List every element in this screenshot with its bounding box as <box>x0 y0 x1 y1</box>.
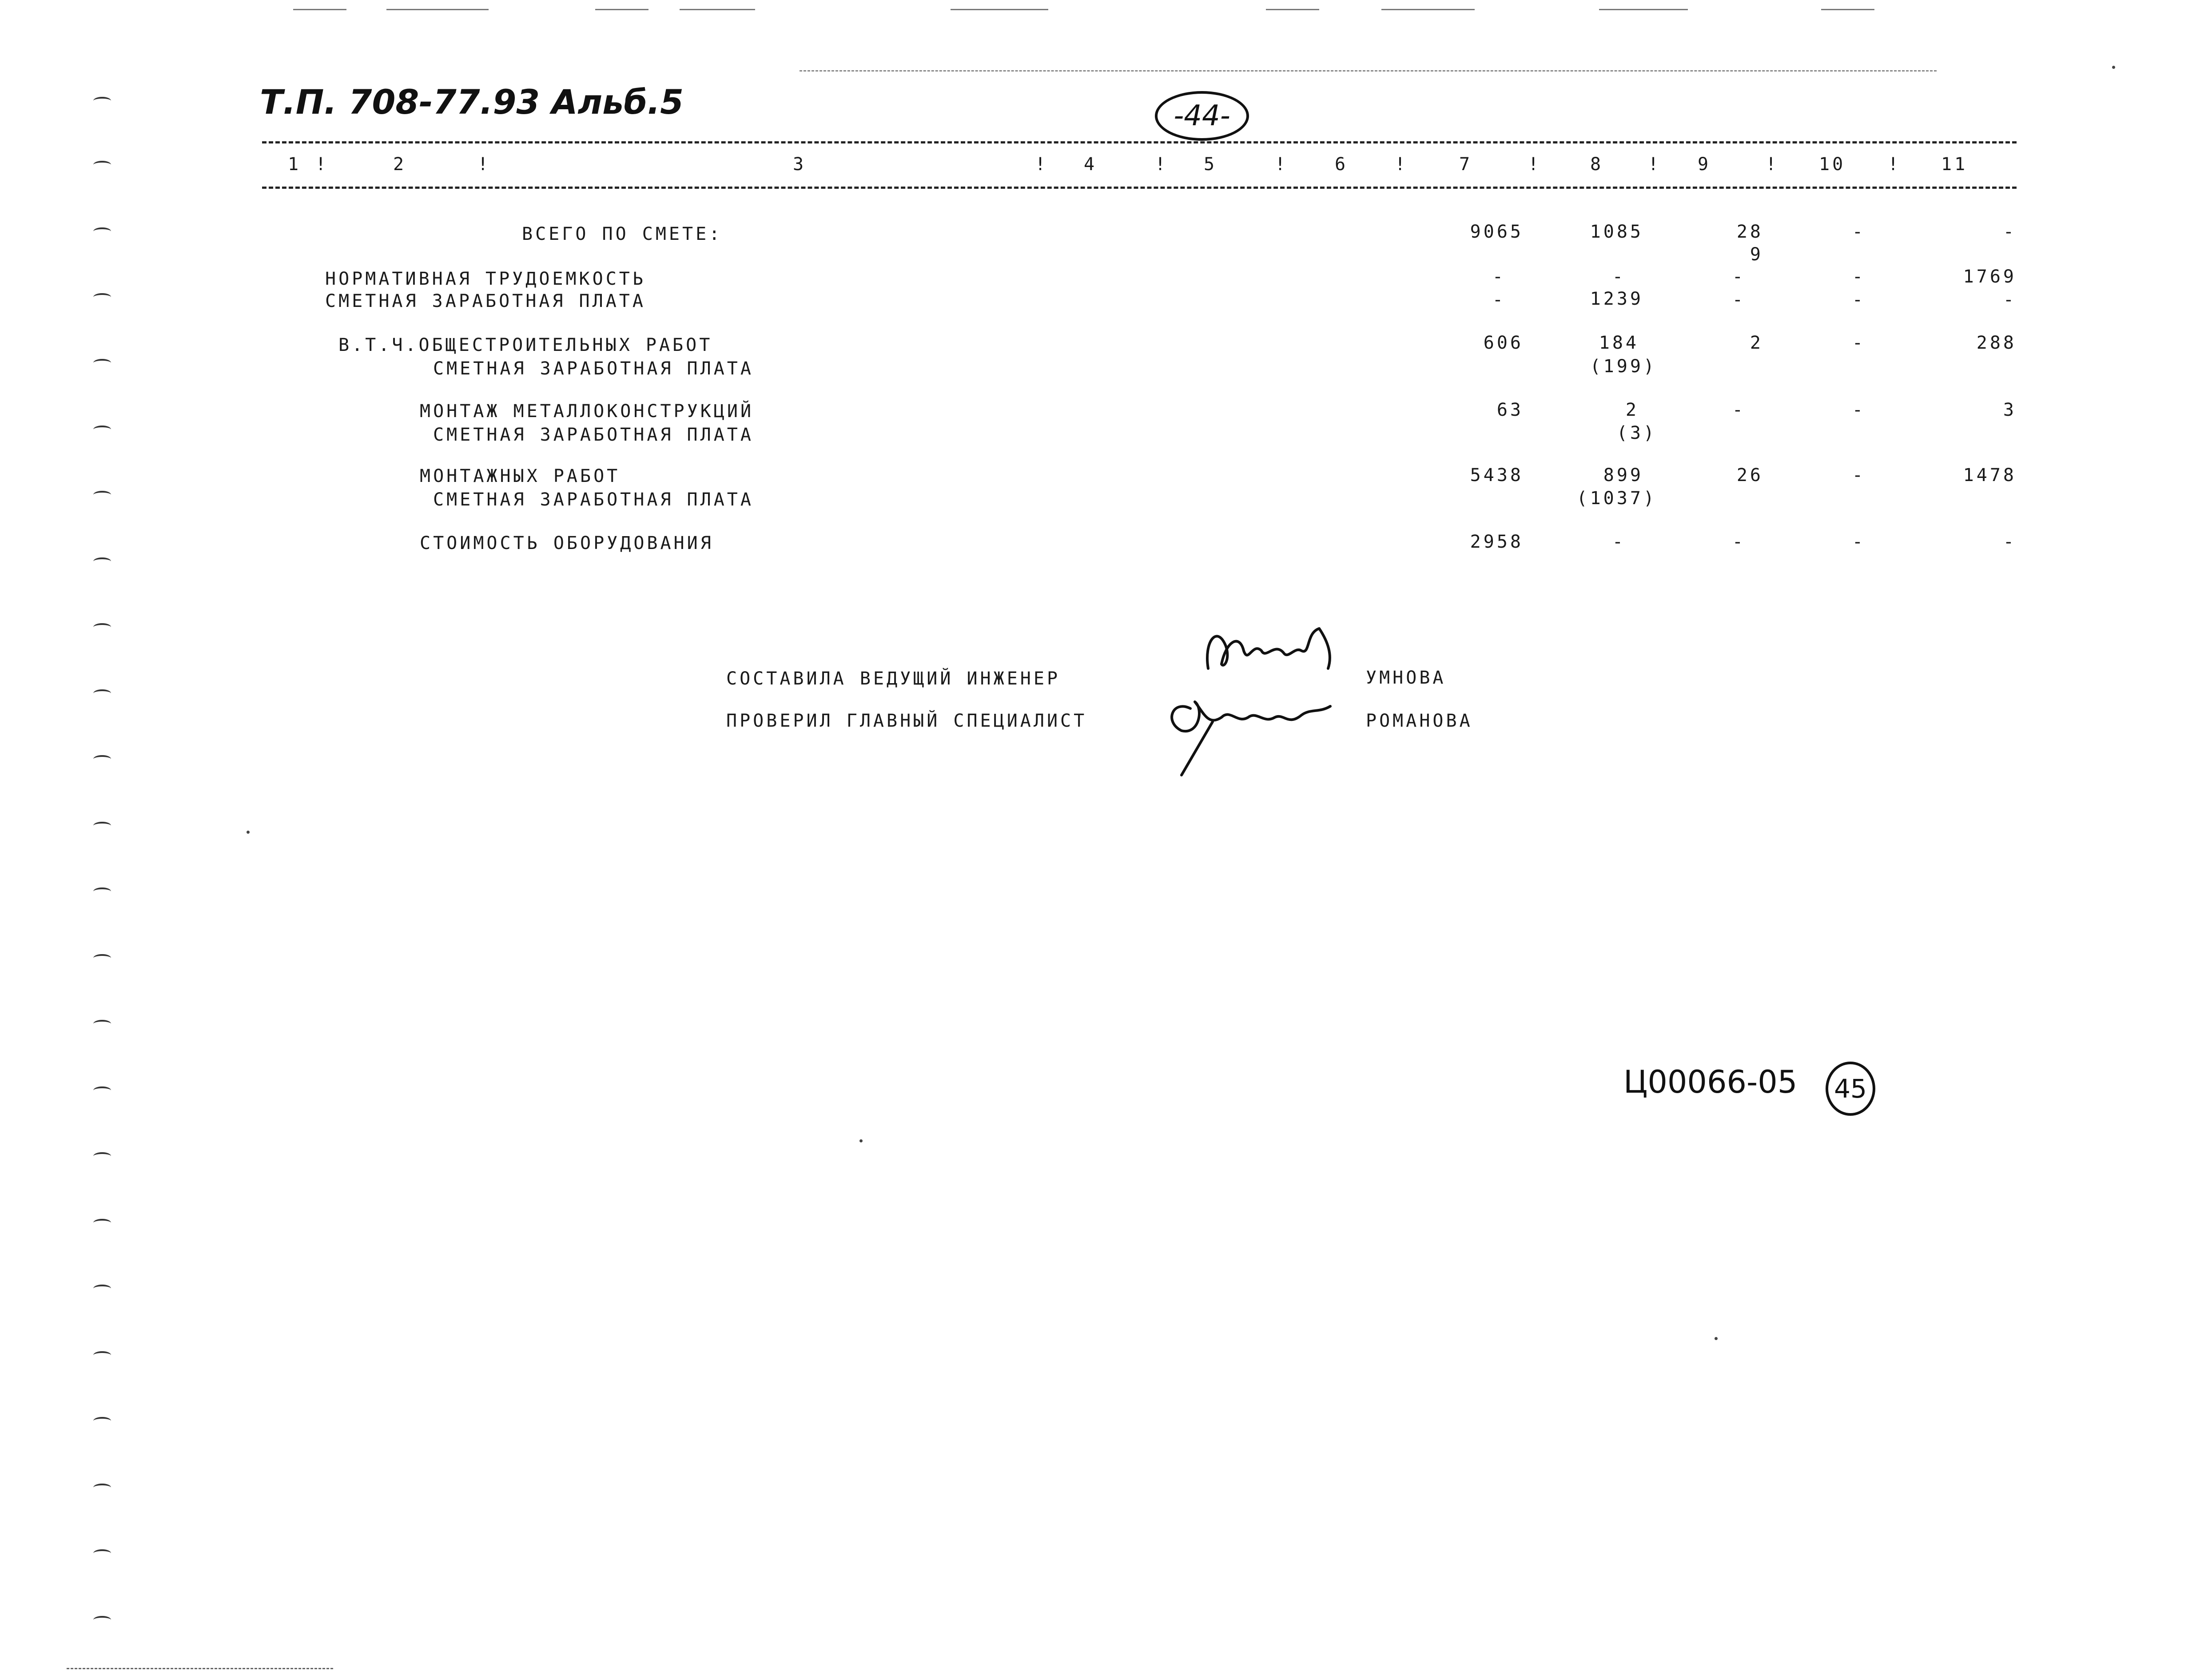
cell-col7: 5438 <box>1470 465 1524 485</box>
cell-col7: - <box>1492 290 1506 310</box>
column-header: 8 <box>1590 154 1604 175</box>
header-rule-top <box>262 141 2017 143</box>
scan-edge-line <box>1266 9 1319 10</box>
column-separator: ! <box>1035 154 1049 175</box>
row-label: СТОИМОСТЬ ОБОРУДОВАНИЯ <box>420 533 714 553</box>
cell-col8: - <box>1612 532 1626 552</box>
cell-col10: - <box>1852 290 1866 310</box>
column-header: 1 <box>288 154 302 175</box>
cell-col10: - <box>1852 465 1866 485</box>
scan-edge-line <box>680 9 755 10</box>
document-reference: Т.П. 708-77.93 Альб.5 <box>260 82 684 122</box>
row-label: ВСЕГО ПО СМЕТЕ: <box>522 224 723 244</box>
cell-col11: - <box>2003 222 2017 242</box>
scan-edge-line <box>386 9 489 10</box>
cell-col8: 2 <box>1625 400 1639 420</box>
column-separator: ! <box>1766 154 1779 175</box>
page-number: -44- <box>1155 91 1249 141</box>
column-separator: ! <box>1155 154 1169 175</box>
scan-speck <box>2112 66 2115 69</box>
cell-col8-sub: (199) <box>1590 356 1657 377</box>
column-separator: ! <box>1395 154 1408 175</box>
cell-col8-sub: (3) <box>1616 423 1657 443</box>
scan-speck <box>247 831 250 834</box>
header-rule-bottom <box>262 187 2017 189</box>
row-label: В.Т.Ч.ОБЩЕСТРОИТЕЛЬНЫХ РАБОТ <box>338 335 713 355</box>
cell-col8: 1085 <box>1590 222 1643 242</box>
cell-col9: - <box>1732 290 1746 310</box>
cell-col9: - <box>1732 400 1746 420</box>
column-header: 10 <box>1819 154 1846 175</box>
column-separator: ! <box>315 154 329 175</box>
cell-col11: - <box>2003 532 2017 552</box>
cell-col11: 1769 <box>1963 267 2017 287</box>
archive-code: Ц00066-05 <box>1623 1064 1798 1100</box>
column-header: 2 <box>393 154 407 175</box>
checked-by-label: ПРОВЕРИЛ ГЛАВНЫЙ СПЕЦИАЛИСТ <box>726 711 1087 731</box>
row-sublabel: СМЕТНАЯ ЗАРАБОТНАЯ ПЛАТА <box>433 358 754 379</box>
scan-edge-line <box>951 9 1048 10</box>
cell-col8: 184 <box>1599 333 1639 353</box>
scan-edge-line <box>67 1668 333 1669</box>
compiled-by-name: УМНОВА <box>1366 668 1446 688</box>
cell-col7: 63 <box>1496 400 1524 420</box>
column-separator: ! <box>1648 154 1662 175</box>
cell-col11: 1478 <box>1963 465 2017 485</box>
cell-col7: - <box>1492 267 1506 287</box>
cell-col10: - <box>1852 400 1866 420</box>
column-separator: ! <box>1275 154 1289 175</box>
column-header: 11 <box>1941 154 1968 175</box>
row-sublabel: СМЕТНАЯ ЗАРАБОТНАЯ ПЛАТА <box>433 489 754 510</box>
cell-col8: 899 <box>1603 465 1643 485</box>
column-separator: ! <box>1528 154 1542 175</box>
column-header: 9 <box>1698 154 1711 175</box>
scan-speck <box>1715 1337 1718 1340</box>
column-separator: ! <box>1888 154 1902 175</box>
scan-edge-line <box>595 9 648 10</box>
cell-col9: 26 <box>1736 465 1763 485</box>
cell-col10: - <box>1852 222 1866 242</box>
cell-col11: 288 <box>1976 333 2017 353</box>
row-label: МОНТАЖ МЕТАЛЛОКОНСТРУКЦИЙ <box>420 401 754 422</box>
cell-col7: 9065 <box>1470 222 1524 242</box>
cell-col11: - <box>2003 290 2017 310</box>
checked-by-name: РОМАНОВА <box>1366 711 1473 731</box>
column-header: 5 <box>1204 154 1217 175</box>
column-separator: ! <box>477 154 491 175</box>
cell-col11: 3 <box>2003 400 2017 420</box>
compiled-by-label: СОСТАВИЛА ВЕДУЩИЙ ИНЖЕНЕР <box>726 668 1061 689</box>
scan-edge-line <box>800 70 1937 72</box>
sheet-number: 45 <box>1826 1062 1875 1116</box>
scan-edge-line <box>1599 9 1688 10</box>
cell-col7: 2958 <box>1470 532 1524 552</box>
column-header: 7 <box>1459 154 1473 175</box>
scan-edge-line <box>1381 9 1475 10</box>
signature-umnova <box>1199 615 1346 682</box>
column-header: 4 <box>1084 154 1098 175</box>
cell-col9: 2 <box>1750 333 1763 353</box>
cell-col8: - <box>1612 267 1626 287</box>
cell-col9-sub: 9 <box>1750 244 1763 265</box>
row-label: МОНТАЖНЫХ РАБОТ <box>420 466 621 486</box>
cell-col10: - <box>1852 267 1866 287</box>
row-label: СМЕТНАЯ ЗАРАБОТНАЯ ПЛАТА <box>325 291 646 311</box>
column-header: 6 <box>1335 154 1349 175</box>
cell-col10: - <box>1852 333 1866 353</box>
cell-col8-sub: (1037) <box>1576 488 1657 509</box>
cell-col8: 1239 <box>1590 289 1643 309</box>
scan-edge-line <box>293 9 346 10</box>
scan-speck <box>859 1139 863 1142</box>
cell-col10: - <box>1852 532 1866 552</box>
cell-col9: - <box>1732 267 1746 287</box>
column-header: 3 <box>793 154 807 175</box>
row-label: НОРМАТИВНАЯ ТРУДОЕМКОСТЬ <box>325 269 646 289</box>
cell-col9: 28 <box>1736 222 1763 242</box>
scan-edge-line <box>1821 9 1874 10</box>
cell-col7: 606 <box>1483 333 1524 353</box>
signature-romanova <box>1155 682 1350 780</box>
cell-col9: - <box>1732 532 1746 552</box>
row-sublabel: СМЕТНАЯ ЗАРАБОТНАЯ ПЛАТА <box>433 425 754 445</box>
